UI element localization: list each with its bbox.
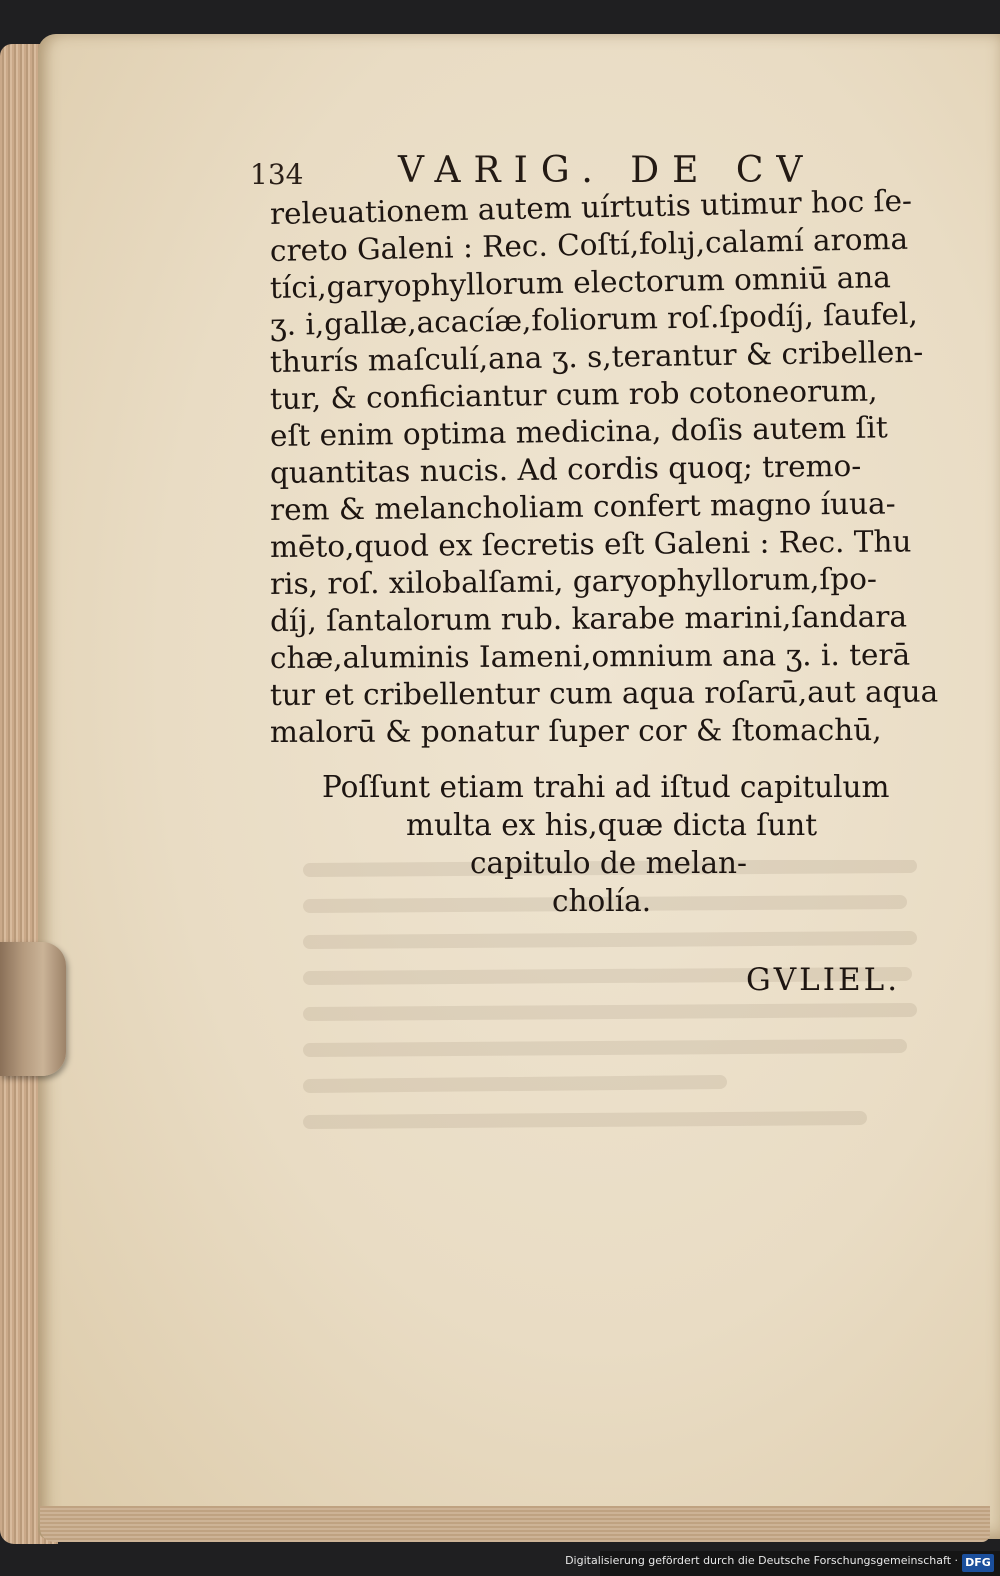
text-line: ris, roſ. xilobalſami, garyophyllorum,ſpo- xyxy=(269,561,878,601)
tail-line: multa ex his,quæ dicta ſunt xyxy=(406,808,818,842)
text-line: tíci,garyophyllorum electorum omniū ana xyxy=(269,260,892,305)
catchword: GVLIEL. xyxy=(746,962,901,998)
tail-line: cholía. xyxy=(552,884,652,918)
page-number: 134 xyxy=(250,158,304,191)
dfg-logo: DFG xyxy=(962,1554,994,1572)
text-line: eſt enim optima medicina, doſis autem ſit xyxy=(269,410,888,453)
tail-line: Poſſunt etiam trahi ad iſtud capitulum xyxy=(322,770,890,804)
text-line: díj, ſantalorum rub. karabe marini,ſandara xyxy=(269,599,908,638)
text-line: tur, & conficiantur cum rob cotoneorum, xyxy=(269,373,878,416)
bookmark-tab xyxy=(0,942,66,1076)
text-line: chæ,aluminis Iameni,omnium ana ʒ. i. terā xyxy=(269,637,911,675)
text-line: thurís maſculí,ana ʒ. s,terantur & cribellen- xyxy=(269,334,924,379)
book-bottom-edges xyxy=(40,1506,990,1542)
text-line: tur et cribellentur cum aqua roſarū,aut aqua xyxy=(269,674,939,712)
text-line: rem & melancholiam confert magno íuua- xyxy=(269,486,896,527)
text-line: releuationem autem uírtutis utimur hoc ſe- xyxy=(269,183,913,231)
digitization-footer xyxy=(565,1551,1000,1576)
funding-credit: Digitalisierung gefördert durch die Deutsche Forschungsgemeinschaft · xyxy=(565,1554,958,1567)
text-line: creto Galeni : Rec. Coſtí,folıj,calamí aroma xyxy=(269,221,909,268)
text-line: mēto,quod ex ſecretis eſt Galeni : Rec. Thu xyxy=(269,524,912,564)
text-line: quantitas nucis. Ad cordis quoq; tremo- xyxy=(269,448,862,490)
running-head: VARIG. DE CV xyxy=(398,150,816,191)
text-line: malorū & ponatur ſuper cor & ſtomachū, xyxy=(269,712,882,749)
tail-line: capitulo de melan- xyxy=(470,846,747,880)
body-text xyxy=(269,183,939,751)
text-line: ʒ. i,gallæ,acacíæ,foliorum roſ.ſpodíj, ſaufel, xyxy=(269,296,919,342)
